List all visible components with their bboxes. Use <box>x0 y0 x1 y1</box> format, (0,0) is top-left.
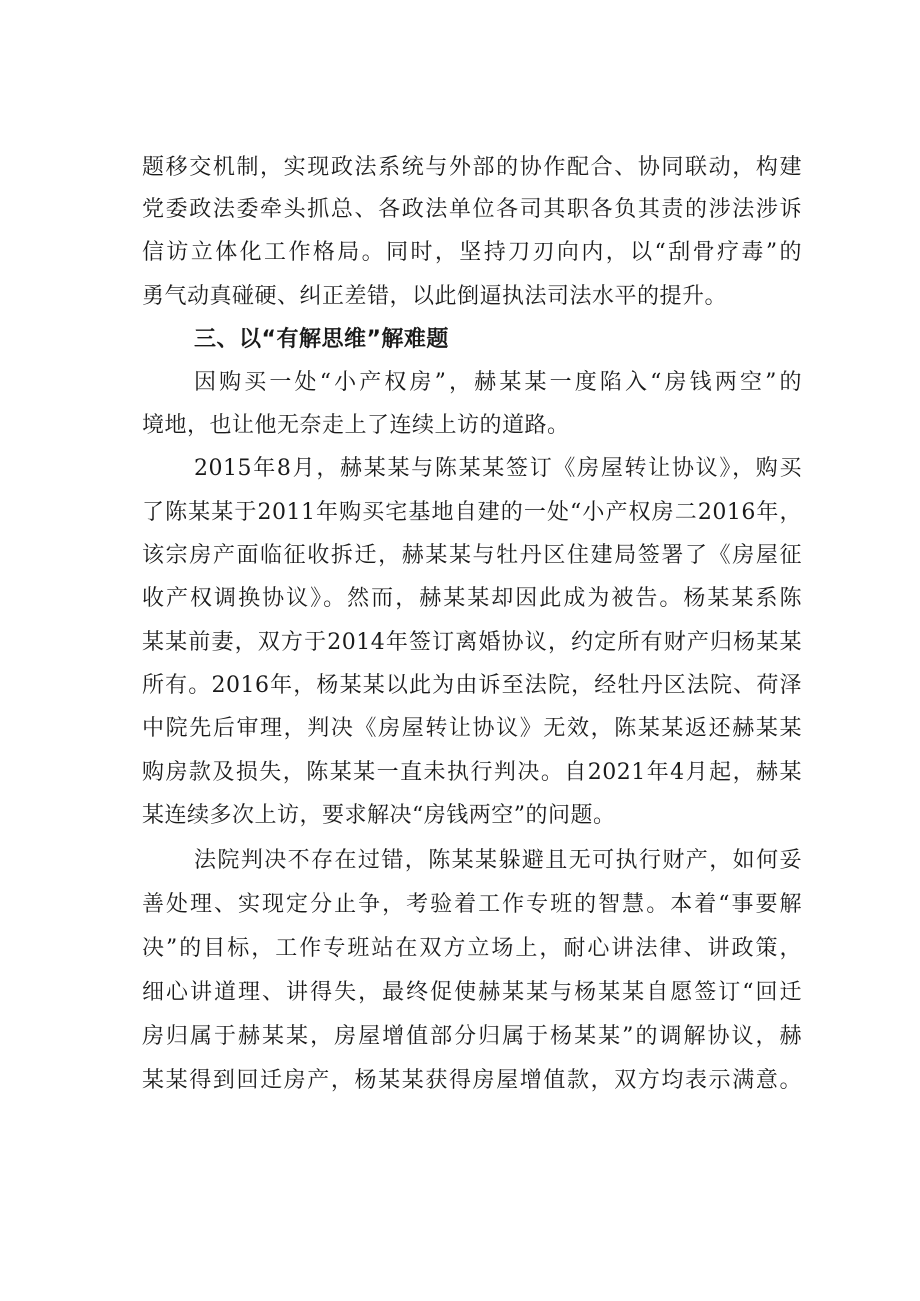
paragraph-2-line-1: 2015年8月，赫某某与陈某某签订《房屋转让协议》，购买 <box>194 456 802 481</box>
paragraph-2-line-7: 中院先后审理，判决《房屋转让协议》无效，陈某某返还赫某某 <box>142 716 802 741</box>
paragraph-2-line-9: 某连续多次上访，要求解决“房钱两空”的问题。 <box>142 803 616 828</box>
paragraph-2-line-3: 该宗房产面临征收拆迁，赫某某与牡丹区住建局签署了《房屋征 <box>142 543 802 568</box>
paragraph-3-line-4: 细心讲道理、讲得失，最终促使赫某某与杨某某自愿签订“回迁 <box>142 980 802 1005</box>
paragraph-1-line-2: 境地，也让他无奈走上了连续上访的道路。 <box>142 413 570 438</box>
paragraph-2-line-8: 购房款及损失，陈某某一直未执行判决。自2021年4月起，赫某 <box>142 760 802 785</box>
paragraph-2-line-2: 了陈某某于2011年购买宅基地自建的一处“小产权房二2016年， <box>142 500 802 525</box>
paragraph-3-line-1: 法院判决不存在过错，陈某某躲避且无可执行财产，如何妥 <box>194 848 802 873</box>
paragraph-3-line-6: 某某得到回迁房产，杨某某获得房屋增值款，双方均表示满意。 <box>142 1068 802 1093</box>
paragraph-2-line-6: 所有。2016年，杨某某以此为由诉至法院，经牡丹区法院、荷泽 <box>142 673 802 698</box>
intro-line-3: 信访立体化工作格局。同时，坚持刀刃向内，以“刮骨疗毒”的 <box>142 240 802 265</box>
paragraph-1-line-1: 因购买一处“小产权房”，赫某某一度陷入“房钱两空”的 <box>194 370 802 395</box>
paragraph-3-line-5: 房归属于赫某某，房屋增值部分归属于杨某某”的调解协议，赫 <box>142 1024 802 1049</box>
paragraph-2-line-5: 某某前妻，双方于2014年签订离婚协议，约定所有财产归杨某某 <box>142 630 802 655</box>
paragraph-2-line-4: 收产权调换协议》。然而，赫某某却因此成为被告。杨某某系陈 <box>142 586 802 611</box>
intro-line-4: 勇气动真碰硬、纠正差错，以此倒逼执法司法水平的提升。 <box>142 284 728 309</box>
section-heading: 三、以“有解思维”解难题 <box>194 327 449 352</box>
intro-line-2: 党委政法委牵头抓总、各政法单位各司其职各负其责的涉法涉诉 <box>142 197 802 222</box>
paragraph-3-line-2: 善处理、实现定分止争，考验着工作专班的智慧。本着“事要解 <box>142 892 802 917</box>
intro-line-1: 题移交机制，实现政法系统与外部的协作配合、协同联动，构建 <box>142 155 802 180</box>
paragraph-3-line-3: 决”的目标，工作专班站在双方立场上，耐心讲法律、讲政策， <box>142 936 802 961</box>
